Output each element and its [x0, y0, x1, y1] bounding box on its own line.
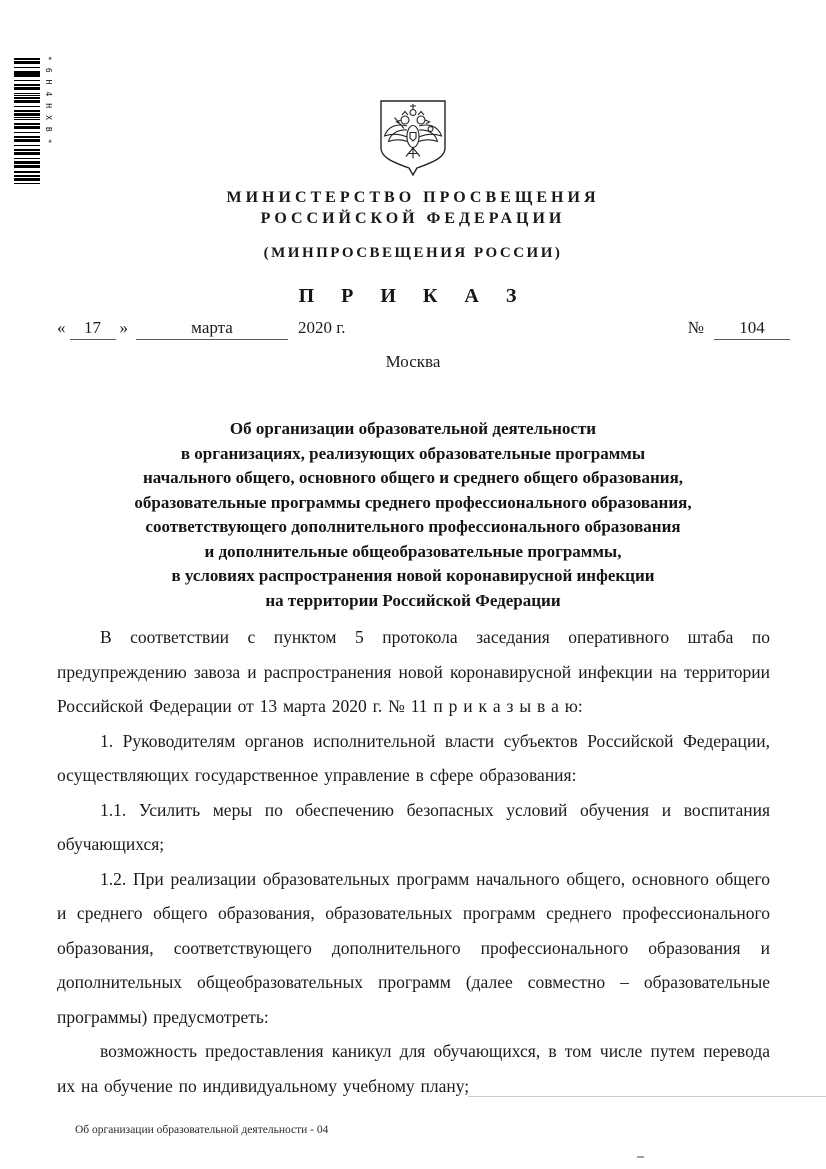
date-and-number-row: [57, 318, 790, 340]
ministry-name-line2: РОССИЙСКОЙ ФЕДЕРАЦИИ: [260, 210, 566, 227]
registration-barcode: [14, 56, 58, 188]
subject-line: на территории Российской Федерации: [265, 590, 561, 610]
document-type-title: П Р И К А З: [298, 285, 528, 307]
body-paragraph: возможность предоставления каникул для обучающихся, в том числе путем перевода их на обучение по индивидуальному учебному плану;: [57, 1041, 770, 1096]
body-paragraph: В соответствии с пунктом 5 протокола заседания оперативного штаба по предупреждению завоза и распространения новой коронавирусной инфекции на территории Российской Федерации от 13 марта 2020 г. № 11 п р и к а з ы в а ю:: [57, 627, 770, 716]
subject-line: соответствующего дополнительного профессионального образования: [145, 517, 681, 536]
order-body: [57, 620, 770, 1103]
subject-line: начального общего, основного общего и среднего общего образования,: [142, 468, 684, 487]
ministry-name-line1: МИНИСТЕРСТВО ПРОСВЕЩЕНИЯ: [226, 189, 600, 206]
number-block: [688, 318, 790, 340]
scan-artifact-dash: [637, 1156, 644, 1158]
order-subject: [63, 417, 763, 613]
subject-line: Об организации образовательной деятельности: [229, 419, 597, 438]
date-year: 2020 г.: [298, 318, 346, 337]
date-day-field: 17: [70, 318, 116, 340]
quote-close: »: [119, 318, 128, 337]
ministry-letterhead: [0, 189, 826, 262]
body-paragraph: 1.1. Усилить меры по обеспечению безопасных условий обучения и воспитания обучающихся;: [57, 799, 770, 854]
body-paragraph: 1. Руководителям органов исполнительной власти субъектов Российской Федерации, осуществляющих государственное управление в сфере образования:: [57, 730, 770, 785]
ministry-abbreviation: (МИНПРОСВЕЩЕНИЯ РОССИИ): [263, 245, 563, 261]
scan-artifact-line: [468, 1096, 826, 1097]
order-number-field: 104: [714, 318, 790, 340]
date-month-field: марта: [136, 318, 288, 340]
subject-line: и дополнительные общеобразовательные программы,: [204, 541, 622, 561]
subject-line: в организациях, реализующих образовательные программы: [180, 443, 646, 463]
barcode-label: *6Н4НХВ*: [44, 56, 53, 151]
quote-open: «: [57, 318, 66, 337]
subject-line: в условиях распространения новой коронавирусной инфекции: [171, 566, 655, 585]
body-paragraph: 1.2. При реализации образовательных программ начального общего, основного общего и среднего общего образования, образовательных программ среднего профессионального образования, соответствующего дополнительного профессионального образования и дополнительных общеобразовательных программ (далее совместно – образовательные программы) предусмотреть:: [57, 868, 770, 1027]
number-sign: №: [687, 318, 704, 337]
subject-line: образовательные программы среднего профессионального образования,: [134, 492, 692, 512]
city-label: Москва: [385, 352, 441, 371]
date-block: [57, 318, 346, 340]
footer-reference: Об организации образовательной деятельности - 04: [75, 1124, 329, 1136]
russian-coat-of-arms-icon: [374, 96, 452, 180]
barcode-icon: [14, 58, 40, 184]
